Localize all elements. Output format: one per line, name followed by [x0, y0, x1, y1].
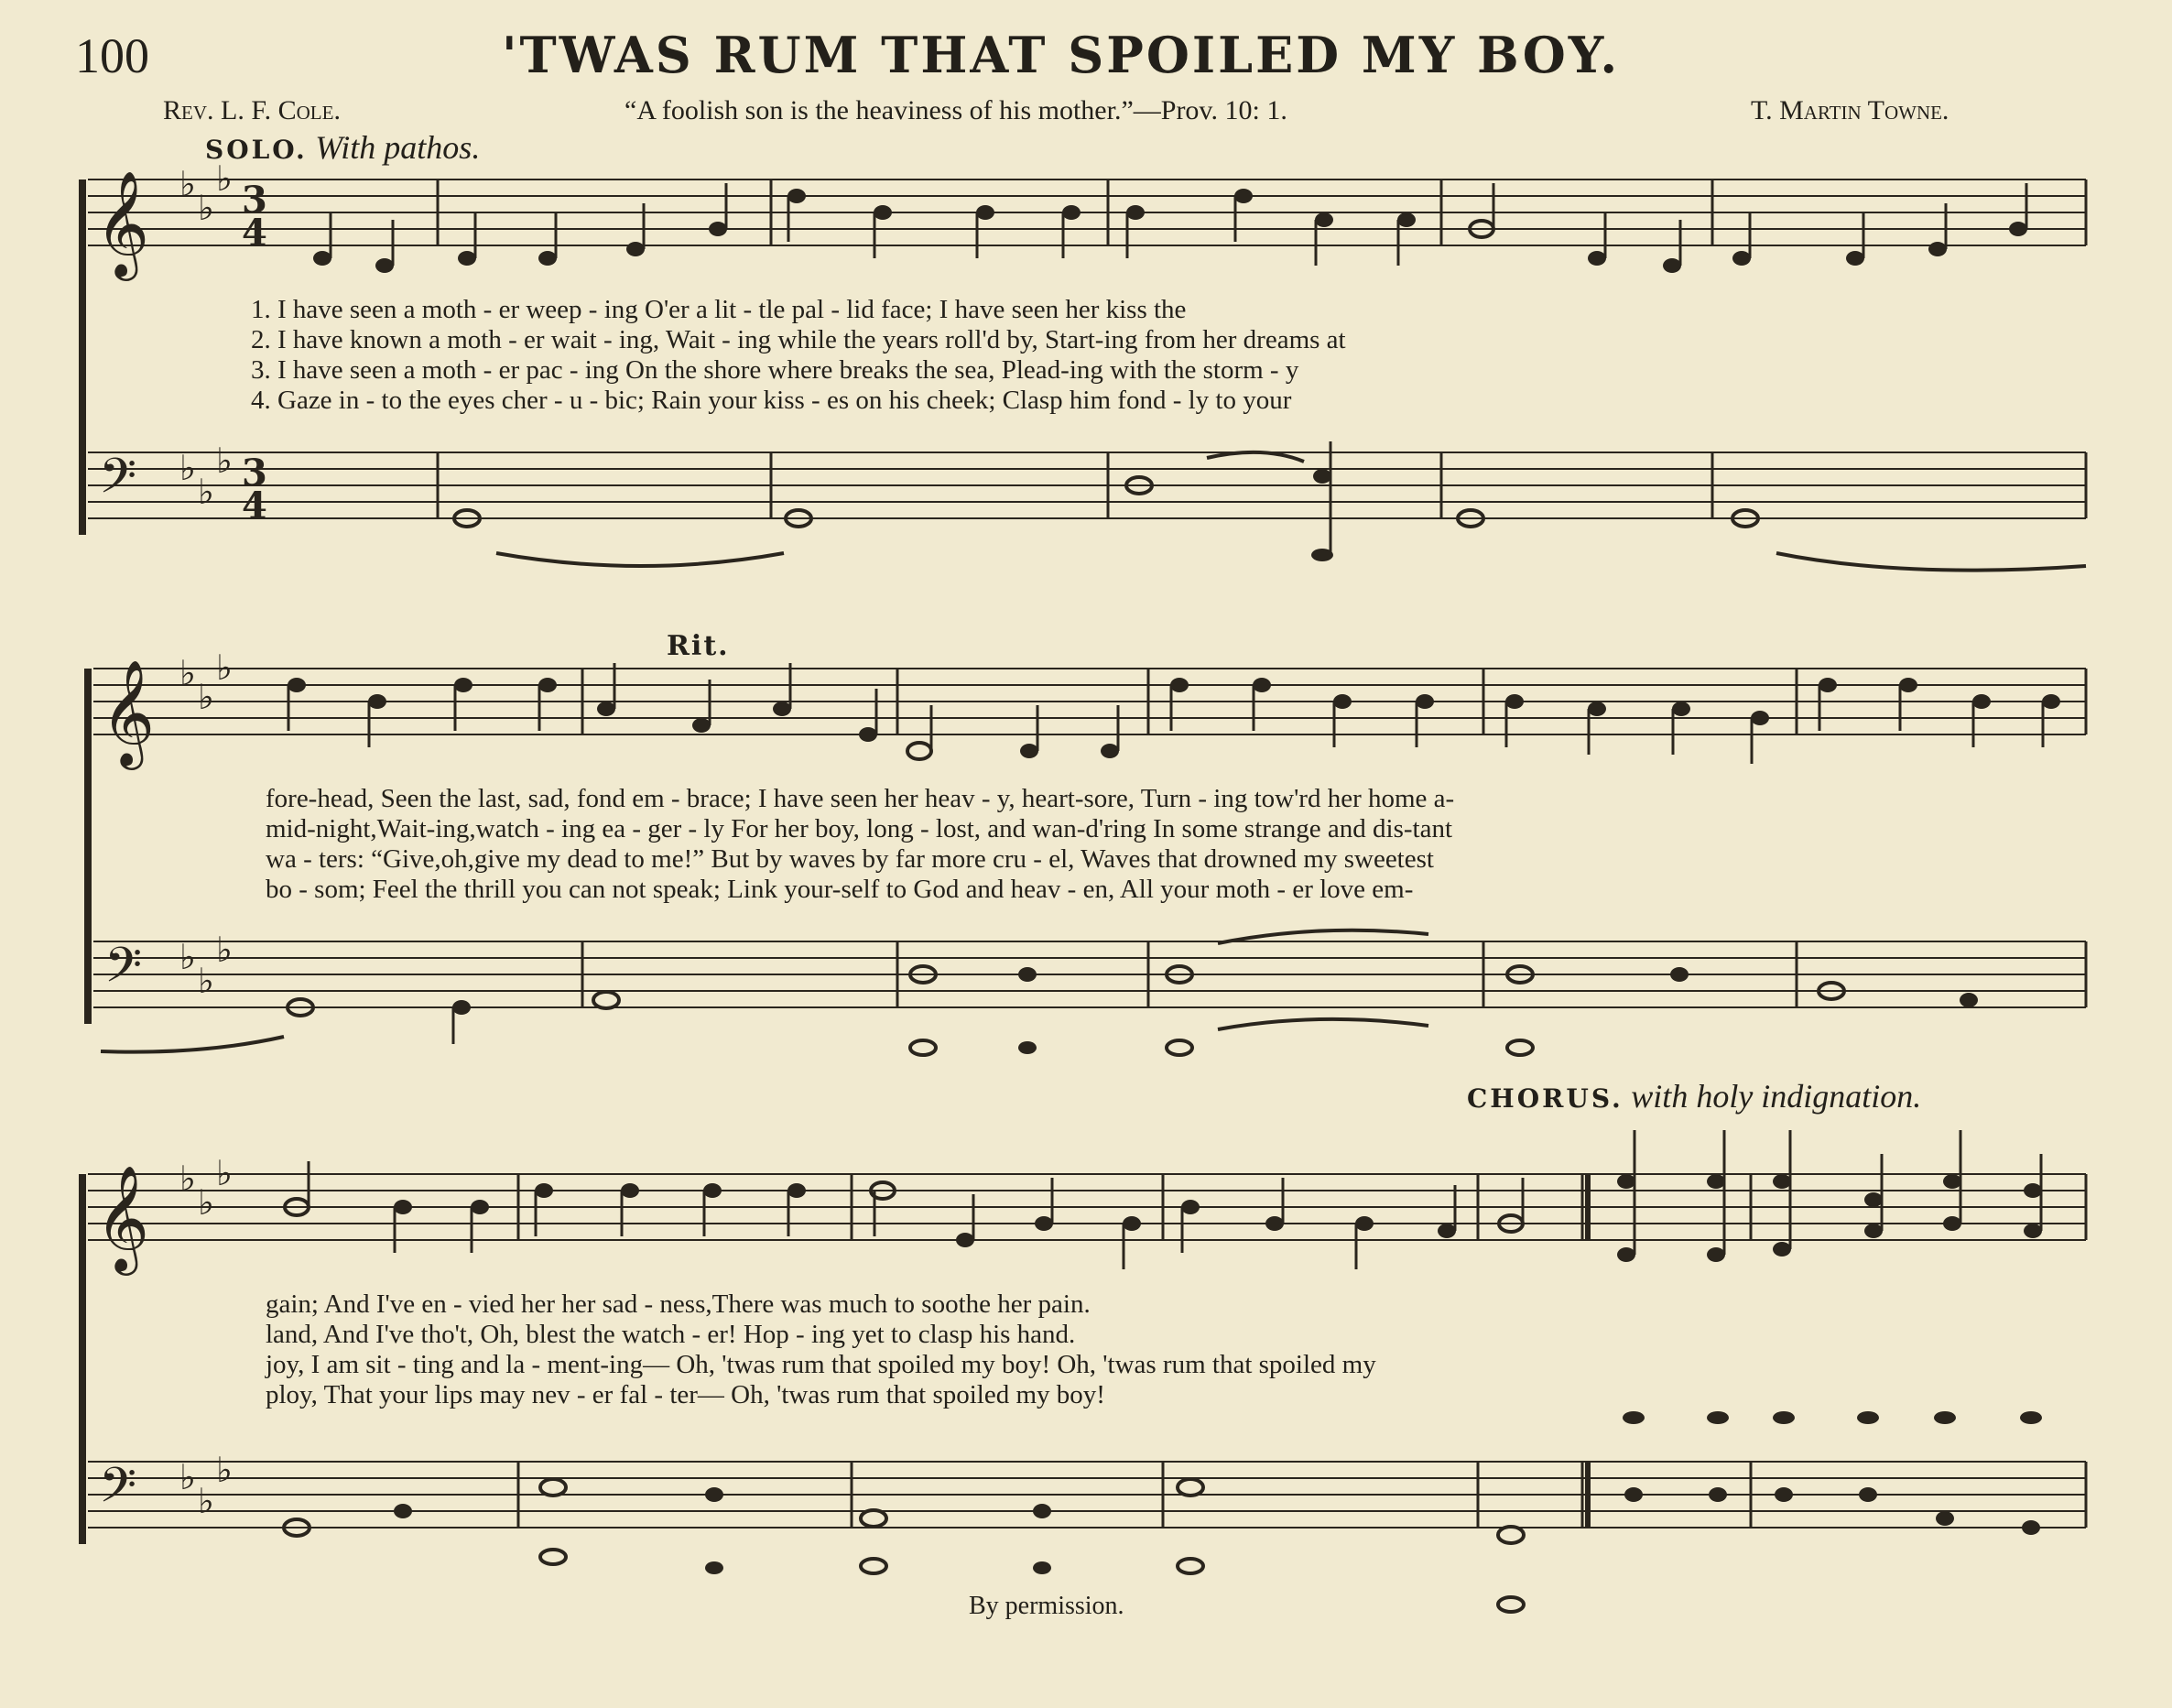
svg-text:♭: ♭ — [179, 164, 196, 204]
lyric-verse-line: 4. Gaze in - to the eyes cher - u - bic; Rain your kiss - es on his cheek; Clasp him fond - ly to your — [251, 386, 1292, 415]
treble-clef-icon: 𝄞 — [95, 1164, 150, 1271]
svg-text:♭: ♭ — [179, 653, 196, 693]
slur — [496, 553, 784, 566]
svg-text:♭: ♭ — [216, 930, 233, 970]
svg-text:♭: ♭ — [198, 472, 214, 512]
ritardando-marking: Rit. — [667, 630, 730, 662]
svg-text:♭: ♭ — [179, 448, 196, 488]
svg-text:♭: ♭ — [179, 937, 196, 977]
lyric-verse-line: joy, I am sit - ting and la - ment-ing— Oh, 'twas rum that spoiled my boy! Oh, 'twas rum that spoiled my — [266, 1350, 1376, 1379]
lyric-verse-line: 3. I have seen a moth - er pac - ing On the shore where breaks the sea, Plead-ing with the storm - y — [251, 355, 1299, 385]
svg-text:♭: ♭ — [198, 961, 214, 1001]
svg-text:♭: ♭ — [179, 1457, 196, 1497]
svg-text:♭: ♭ — [216, 1153, 233, 1193]
lyric-verse-line: wa - ters: “Give,oh,give my dead to me!” But by waves by far more cru - el, Waves that drowned my sweetest — [266, 844, 1434, 874]
slur — [101, 1037, 284, 1052]
lyricist-credit: Rev. L. F. Cole. — [163, 95, 341, 125]
page-number: 100 — [75, 28, 149, 83]
system-1-key-signature — [179, 158, 233, 512]
lyric-verse-line: 1. I have seen a moth - er weep - ing O'er a lit - tle pal - lid face; I have seen her kiss the — [251, 295, 1187, 324]
svg-text:♭: ♭ — [216, 441, 233, 481]
slur — [1776, 553, 2086, 571]
song-title: 'TWAS RUM THAT SPOILED MY BOY. — [502, 26, 1621, 84]
treble-clef-icon: 𝄞 — [101, 658, 156, 766]
epigraph-quote: “A foolish son is the heaviness of his mother.”—Prov. 10: 1. — [624, 95, 1287, 125]
solo-expression: With pathos. — [315, 129, 481, 166]
system-2-key-signature — [179, 647, 233, 1001]
lyric-verse-line: ploy, That your lips may nev - er fal - ter— Oh, 'twas rum that spoiled my boy! — [266, 1380, 1105, 1409]
lyric-verse-line: 2. I have known a moth - er wait - ing, Wait - ing while the years roll'd by, Start-ing from her dreams at — [251, 325, 1346, 354]
svg-text:♭: ♭ — [216, 1450, 233, 1490]
permission-note: By permission. — [969, 1592, 1124, 1620]
slur — [1207, 452, 1304, 462]
lyric-verse-line: bo - som; Feel the thrill you can not speak; Link your-self to God and heav - en, All your moth - er love em- — [266, 875, 1414, 904]
bass-clef-icon: 𝄢 — [99, 449, 137, 517]
slur — [1218, 1019, 1428, 1029]
lyric-verse-line: gain; And I've en - vied her her sad - ness,There was much to soothe her pain. — [266, 1289, 1091, 1319]
chorus-label: CHORUS. — [1467, 1083, 1624, 1114]
chorus-expression: with holy indignation. — [1631, 1078, 1922, 1115]
svg-text:♭: ♭ — [198, 677, 214, 717]
svg-text:♭: ♭ — [198, 1182, 214, 1223]
lyric-verse-line: mid-night,Wait-ing,watch - ing ea - ger - ly For her boy, long - lost, and wan-d'ring In some strange and dis-tant — [266, 814, 1453, 843]
system-2-treble-staff — [93, 669, 2086, 734]
svg-text:♭: ♭ — [216, 158, 233, 199]
bass-clef-icon: 𝄢 — [99, 1458, 137, 1526]
composer-credit: T. Martin Towne. — [1751, 95, 1949, 125]
lyric-verse-line: fore-head, Seen the last, sad, fond em - brace; I have seen her heav - y, heart-sore, Turn - ing tow'rd her home a- — [266, 784, 1455, 813]
time-signature-bottom: 4 — [242, 212, 267, 255]
system-1-bass-staff — [88, 452, 2086, 518]
bass-clef-icon: 𝄢 — [104, 938, 143, 1006]
bass-time-signature-top: 3 — [242, 451, 267, 495]
svg-text:♭: ♭ — [179, 1159, 196, 1199]
time-signature-top: 3 — [242, 179, 267, 222]
svg-text:♭: ♭ — [216, 647, 233, 688]
svg-text:♭: ♭ — [198, 188, 214, 228]
svg-text:♭: ♭ — [198, 1481, 214, 1521]
treble-clef-icon: 𝄞 — [95, 169, 150, 277]
system-3-key-signature — [179, 1153, 233, 1521]
system-1-treble-staff — [88, 180, 2086, 245]
bass-time-signature-bottom: 4 — [242, 484, 267, 528]
lyric-verse-line: land, And I've tho't, Oh, blest the watch - er! Hop - ing yet to clasp his hand. — [266, 1320, 1076, 1349]
solo-label: SOLO. — [205, 135, 308, 165]
system-2-bass-staff — [93, 941, 2086, 1007]
